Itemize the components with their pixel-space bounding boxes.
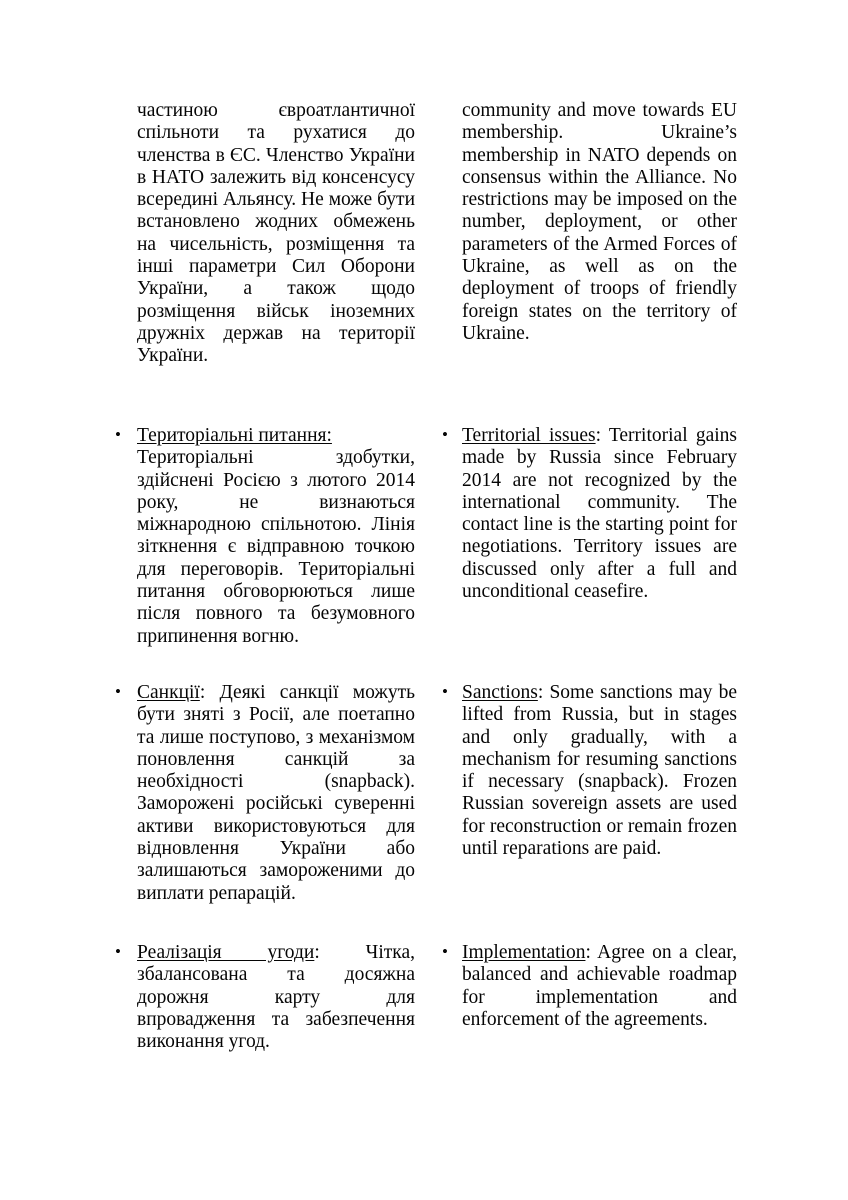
- bullet-icon: •: [115, 425, 121, 444]
- paragraph-text: частиною євроатлантичної спільноти та рухатися до членства в ЄС. Членство України в НАТО залежить від консенсусу всередині Альянсу. Не може бути встановлено жодних обмежень на чисельність, розміщення та інші параметри Сил Оборони України, а також щодо розміщення військ іноземних дружніх держав на території України.: [137, 100, 415, 367]
- item-header: Territorial issues: [462, 425, 596, 446]
- paragraph-en-intro: [440, 100, 737, 345]
- paragraph-text: community and move towards EU membership. Ukraine’s membership in NATO depends on consensus within the Alliance. No restrictions may be imposed on the number, deployment, or other parameters of the Armed Forces of Ukraine, as well as on the deployment of troops of friendly foreign states on the territory of Ukraine.: [462, 100, 737, 344]
- bullet-item-en-implementation: [440, 942, 737, 1031]
- row-territorial: [113, 425, 848, 648]
- bullet-item-ua-sanctions: [113, 682, 415, 905]
- bullet-item-en-sanctions: [440, 682, 737, 860]
- item-header: Санкції: [137, 681, 200, 703]
- item-header: Implementation: [462, 941, 586, 963]
- item-body: : Чітка, збалансована та досяжна дорожня карту для впровадження та забезпечення виконання угод.: [137, 941, 415, 1053]
- paragraph-ua-intro: [113, 100, 415, 368]
- bullet-icon: •: [442, 681, 448, 701]
- item-body: : Agree on a clear, balanced and achievable roadmap for implementation and enforcement of the agreements.: [462, 941, 737, 1030]
- item-body: Територіальні здобутки, здійснені Росією з лютого 2014 року, не визнаються міжнародною спільнотою. Лінія зіткнення є відправною точкою для переговорів. Територіальні питання обговорюються лише після повного та безумовного припинення вогню.: [137, 447, 415, 647]
- item-body: : Some sanctions may be lifted from Russia, but in stages and only gradually, with a mechanism for resuming sanctions if necessary (snapback). Frozen Russian sovereign assets are used for reconstruction or remain frozen until reparations are paid.: [462, 681, 737, 860]
- bullet-icon: •: [115, 941, 121, 961]
- item-header: Реалізація угоди: [137, 941, 315, 963]
- item-body: : Деякі санкції можуть бути зняті з Росії, але поетапно та лише поступово, з механізмом поновлення санкцій за необхідності (snapback). Заморожені російські суверенні активи використовуються для відновлення України або залишаються замороженими до виплати репарацій.: [137, 681, 415, 904]
- item-header: Sanctions: [462, 681, 538, 703]
- bullet-item-ua-territorial: [113, 425, 415, 648]
- bullet-icon: •: [115, 681, 121, 701]
- bullet-icon: •: [442, 425, 448, 444]
- row-intro: [113, 100, 848, 391]
- row-implementation: [113, 942, 848, 1053]
- item-header: Територіальні питання:: [137, 425, 332, 446]
- bullet-icon: •: [442, 941, 448, 961]
- bullet-item-en-territorial: [440, 425, 737, 603]
- item-body: : Territorial gains made by Russia since February 2014 are not recognized by the international community. The contact line is the starting point for negotiations. Territory issues are discussed only after a full and unconditional ceasefire.: [462, 425, 737, 603]
- bullet-item-ua-implementation: [113, 942, 415, 1053]
- row-sanctions: [113, 682, 848, 908]
